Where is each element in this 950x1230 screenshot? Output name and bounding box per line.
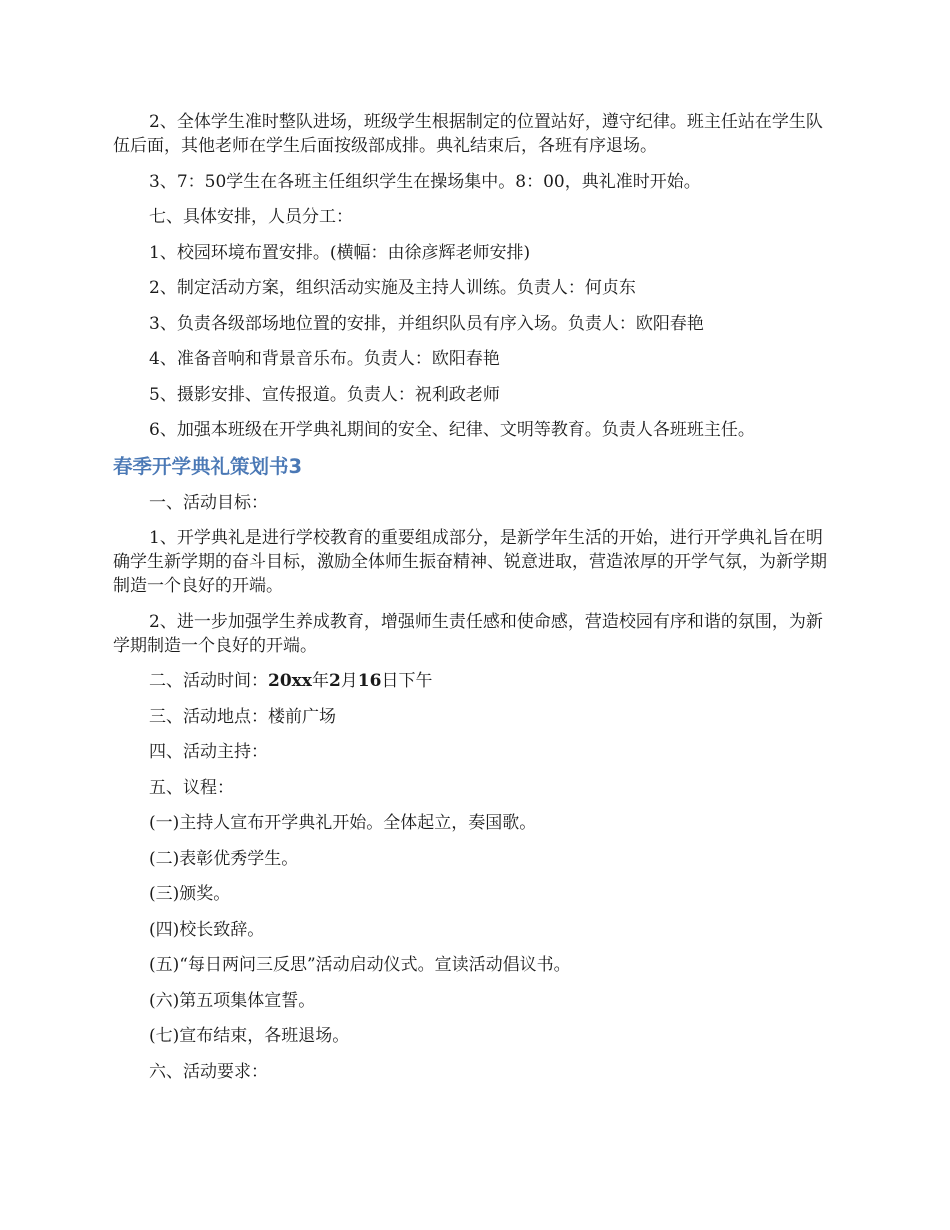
staff-item-3: 3、负责各级部场地位置的安排，并组织队员有序入场。负责人：欧阳春艳 [149,313,704,334]
activity-location: 三、活动地点：楼前广场 [149,706,336,727]
goal-paragraph-1: 1、开学典礼是进行学校教育的重要组成部分，是新学年生活的开始，进行开学典礼旨在明确学生新学期的奋斗目标，激励全体师生振奋精神、锐意进取，营造浓厚的开学气氛，为新学期制造一个良好的开端。 [113,528,827,596]
section-title: 春季开学典礼策划书3 [113,454,303,478]
goal-paragraph-2: 2、进一步加强学生养成教育，增强师生责任感和使命感，营造校园有序和谐的氛围，为新学期制造一个良好的开端。 [113,611,823,656]
time-month: 2 [328,671,341,691]
time-year: 20xx [268,671,312,691]
time-day: 16 [357,671,382,691]
activity-time [113,669,838,693]
staff-item-1: 1、校园环境布置安排。(横幅：由徐彦辉老师安排) [149,242,531,263]
agenda-item-7: (七)宣布结束，各班退场。 [149,1026,350,1046]
agenda-heading: 五、议程： [149,777,234,798]
time-year-unit: 年 [311,671,329,691]
staff-item-5: 5、摄影安排、宣传报道。负责人：祝利政老师 [149,384,500,405]
time-month-unit: 月 [340,671,358,691]
heading-staff-division: 七、具体安排，人员分工： [149,207,353,227]
staff-item-2: 2、制定活动方案，组织活动实施及主持人训练。负责人：何贞东 [149,278,636,298]
staff-item-4: 4、准备音响和背景音乐布。负责人：欧阳春艳 [149,349,500,369]
document-body [113,110,838,1095]
agenda-item-1: (一)主持人宣布开学典礼开始。全体起立，奏国歌。 [149,813,537,833]
goal-heading: 一、活动目标： [149,492,268,513]
paragraph-arrangement-3: 3、7：50学生在各班主任组织学生在操场集中。8：00，典礼准时开始。 [149,171,701,192]
paragraph-arrangement-2: 2、全体学生准时整队进场，班级学生根据制定的位置站好，遵守纪律。班主任站在学生队伍后面，其他老师在学生后面按级部成排。典礼结束后，各班有序退场。 [113,112,823,156]
activity-host: 四、活动主持： [149,742,268,762]
staff-item-6: 6、加强本班级在开学典礼期间的安全、纪律、文明等教育。负责人各班班主任。 [149,420,755,440]
time-label: 二、活动时间： [149,671,268,691]
agenda-item-2: (二)表彰优秀学生。 [149,848,299,869]
agenda-item-4: (四)校长致辞。 [149,919,265,940]
agenda-item-6: (六)第五项集体宣誓。 [149,990,316,1011]
agenda-item-5: (五)“每日两问三反思”活动启动仪式。宣读活动倡议书。 [149,955,571,975]
requirements-heading: 六、活动要求： [149,1061,268,1082]
time-day-unit: 日下午 [381,671,433,691]
agenda-item-3: (三)颁奖。 [149,884,231,904]
